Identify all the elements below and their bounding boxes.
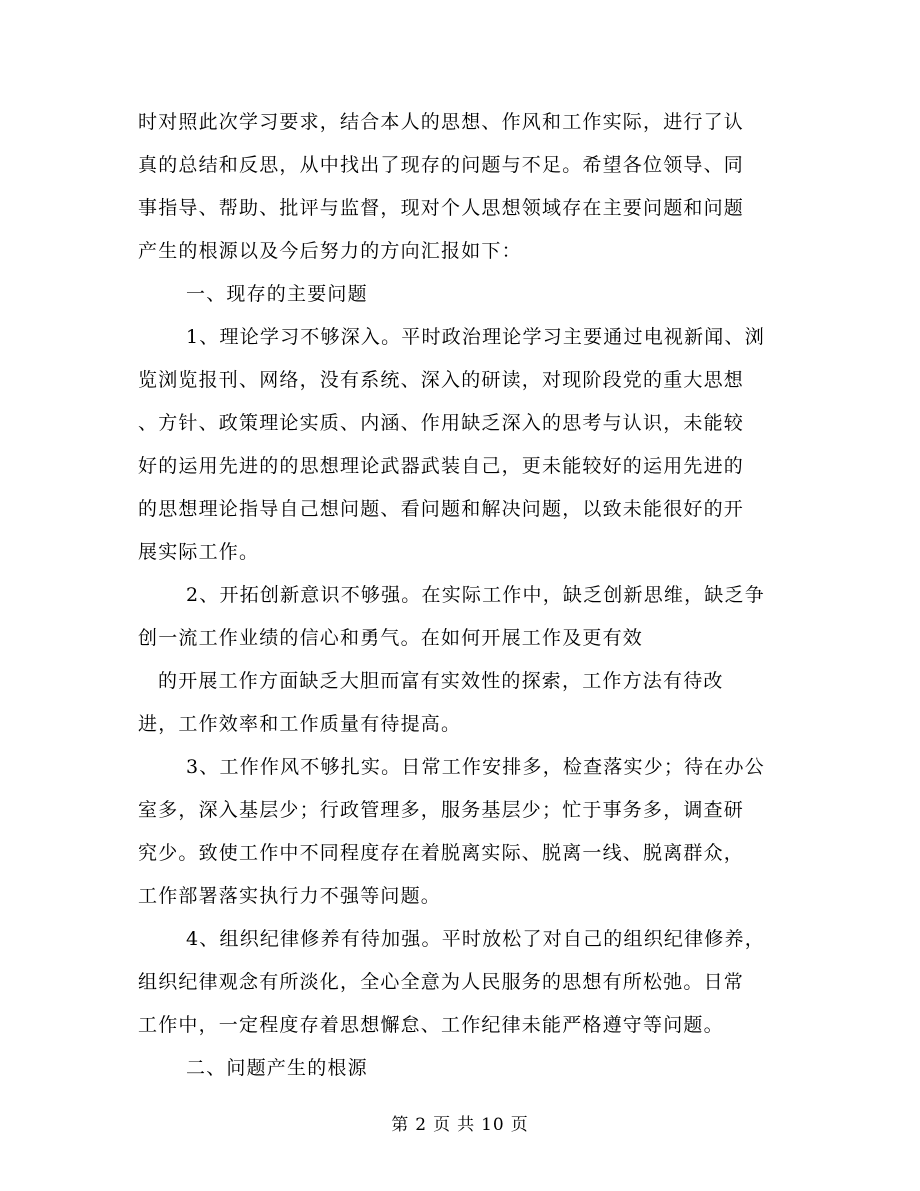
footer-total-suffix: 页: [510, 1115, 529, 1135]
paragraph-line: 的思想理论指导自己想问题、看问题和解决问题，以致未能很好的开: [138, 498, 745, 520]
paragraph-line: 真的总结和反思，从中找出了现存的问题与不足。希望各位领导、同: [138, 154, 745, 176]
paragraph-line: 览浏览报刊、网络，没有系统、深入的研读，对现阶段党的重大思想: [138, 369, 745, 391]
paragraph-line: 3、工作作风不够扎实。日常工作安排多，检查落实少；待在办公: [186, 756, 765, 778]
paragraph-line: 4、组织纪律修养有待加强。平时放松了对自己的组织纪律修养，: [186, 928, 765, 950]
paragraph-line: 展实际工作。: [138, 541, 260, 563]
paragraph-line: 进，工作效率和工作质量有待提高。: [138, 713, 462, 735]
paragraph-line: 1、理论学习不够深入。平时政治理论学习主要通过电视新闻、浏: [186, 326, 765, 348]
paragraph-line: 工作部署落实执行力不强等问题。: [138, 885, 442, 907]
page-footer: [0, 1114, 920, 1136]
paragraph-line: 室多，深入基层少；行政管理多，服务基层少；忙于事务多，调查研: [138, 799, 745, 821]
section-heading: 一、现存的主要问题: [186, 283, 368, 305]
paragraph-line: 创一流工作业绩的信心和勇气。在如何开展工作及更有效: [138, 627, 644, 649]
footer-prefix: 第: [391, 1115, 410, 1135]
paragraph-line: 工作中，一定程度存着思想懈怠、工作纪律未能严格遵守等问题。: [138, 1014, 724, 1036]
footer-page-label: 页: [433, 1115, 452, 1135]
paragraph-line: 、方针、政策理论实质、内涵、作用缺乏深入的思考与认识，未能较: [138, 412, 745, 434]
footer-total-prefix: 共: [457, 1115, 476, 1135]
paragraph-line: 2、开拓创新意识不够强。在实际工作中，缺乏创新思维，缺乏争: [186, 584, 765, 606]
paragraph-line: 组织纪律观念有所淡化，全心全意为人民服务的思想有所松弛。日常: [138, 971, 745, 993]
paragraph-line: 好的运用先进的的思想理论武器武装自己，更未能较好的运用先进的: [138, 455, 745, 477]
section-heading: 二、问题产生的根源: [186, 1057, 368, 1079]
footer-total-pages: 10: [481, 1115, 505, 1135]
paragraph-line: 究少。致使工作中不同程度存在着脱离实际、脱离一线、脱离群众，: [138, 842, 745, 864]
footer-current-page: 2: [415, 1115, 428, 1135]
paragraph-line: 时对照此次学习要求，结合本人的思想、作风和工作实际，进行了认: [138, 111, 745, 133]
paragraph-line: 产生的根源以及今后努力的方向汇报如下：: [138, 240, 522, 262]
paragraph-line: 的开展工作方面缺乏大胆而富有实效性的探索，工作方法有待改: [158, 670, 724, 692]
paragraph-line: 事指导、帮助、批评与监督，现对个人思想领域存在主要问题和问题: [138, 197, 745, 219]
